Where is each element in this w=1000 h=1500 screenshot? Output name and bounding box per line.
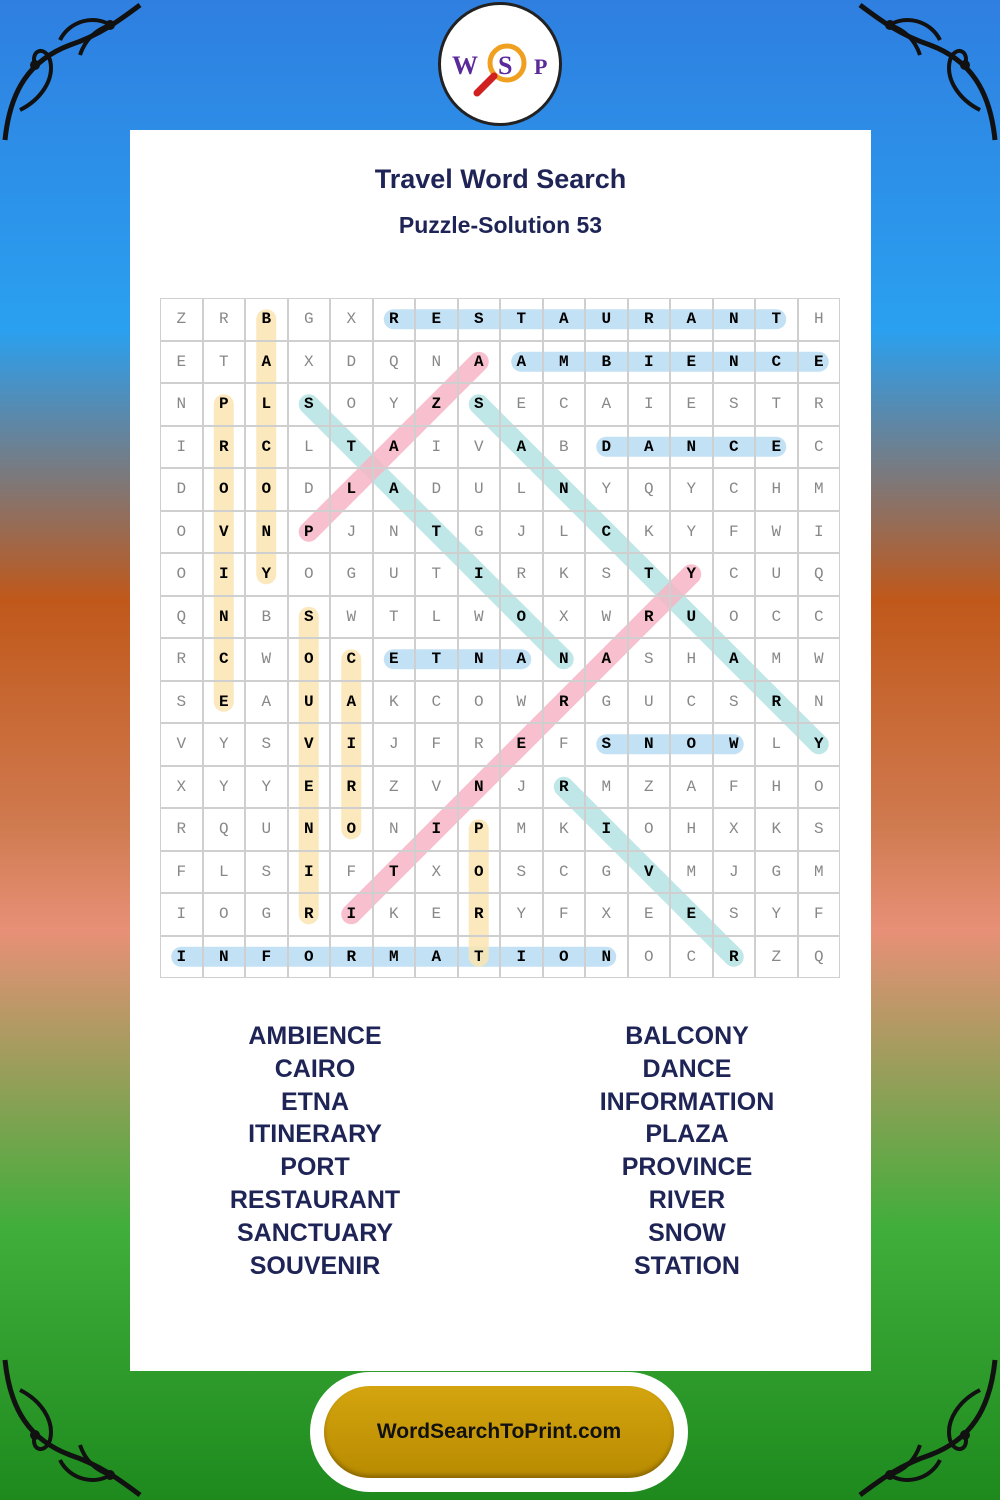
grid-cell[interactable]: R <box>330 766 373 809</box>
grid-cell[interactable]: M <box>500 808 543 851</box>
grid-cell[interactable]: N <box>245 511 288 554</box>
grid-cell[interactable]: R <box>713 936 756 979</box>
grid-cell[interactable]: W <box>798 638 841 681</box>
grid-cell[interactable]: J <box>373 723 416 766</box>
grid-cell[interactable]: C <box>670 936 713 979</box>
grid-cell[interactable]: I <box>798 511 841 554</box>
grid-cell[interactable]: D <box>160 468 203 511</box>
grid-cell[interactable]: E <box>670 893 713 936</box>
grid-cell[interactable]: C <box>203 638 246 681</box>
grid-cell[interactable]: T <box>415 553 458 596</box>
grid-cell[interactable]: A <box>330 681 373 724</box>
grid-cell[interactable]: C <box>543 851 586 894</box>
grid-cell[interactable]: I <box>415 808 458 851</box>
grid-cell[interactable]: I <box>288 851 331 894</box>
grid-cell[interactable]: E <box>670 383 713 426</box>
grid-cell[interactable]: K <box>755 808 798 851</box>
grid-cell[interactable]: O <box>160 553 203 596</box>
word-item: ETNA <box>280 1087 350 1116</box>
grid-cell[interactable]: R <box>203 426 246 469</box>
grid-cell[interactable]: O <box>330 383 373 426</box>
grid-cell[interactable]: U <box>245 808 288 851</box>
grid-cell[interactable]: N <box>798 681 841 724</box>
grid-cell[interactable]: O <box>288 638 331 681</box>
grid-cell[interactable]: V <box>203 511 246 554</box>
grid-cell[interactable]: H <box>755 766 798 809</box>
site-logo[interactable] <box>438 2 562 126</box>
grid-cell[interactable]: L <box>288 426 331 469</box>
grid-cell[interactable]: L <box>543 511 586 554</box>
grid-cell[interactable]: C <box>713 468 756 511</box>
grid-cell[interactable]: R <box>458 723 501 766</box>
grid-cell[interactable]: B <box>585 341 628 384</box>
grid-cell[interactable]: S <box>713 893 756 936</box>
grid-cell[interactable]: O <box>713 596 756 639</box>
grid-cell[interactable]: W <box>713 723 756 766</box>
grid-cell[interactable]: C <box>713 426 756 469</box>
grid-cell[interactable]: P <box>203 383 246 426</box>
grid-cell[interactable]: R <box>160 808 203 851</box>
grid-cell[interactable]: X <box>288 341 331 384</box>
grid-cell[interactable]: C <box>415 681 458 724</box>
grid-cell[interactable]: B <box>245 596 288 639</box>
grid-cell[interactable]: I <box>628 383 671 426</box>
grid-cell[interactable]: F <box>798 893 841 936</box>
grid-cell[interactable]: O <box>628 808 671 851</box>
grid-cell[interactable]: O <box>203 468 246 511</box>
grid-cell[interactable]: O <box>458 681 501 724</box>
word-item: RIVER <box>648 1185 726 1214</box>
grid-cell[interactable]: C <box>798 596 841 639</box>
grid-cell[interactable]: V <box>415 766 458 809</box>
grid-cell[interactable]: T <box>373 851 416 894</box>
word-list-right <box>502 1020 872 1282</box>
grid-cell[interactable]: T <box>755 298 798 341</box>
grid-cell[interactable]: I <box>458 553 501 596</box>
grid-cell[interactable]: U <box>628 681 671 724</box>
grid-cell[interactable]: X <box>160 766 203 809</box>
logo-letter-w: W <box>452 51 478 80</box>
grid-cell[interactable]: Z <box>755 936 798 979</box>
grid-cell[interactable]: U <box>585 298 628 341</box>
grid-cell[interactable]: V <box>458 426 501 469</box>
grid-cell[interactable]: N <box>543 638 586 681</box>
grid-cell[interactable]: O <box>543 936 586 979</box>
grid-cell[interactable]: S <box>585 723 628 766</box>
puzzle-card <box>130 130 871 1371</box>
grid-cell[interactable]: J <box>500 511 543 554</box>
grid-cell[interactable]: S <box>288 383 331 426</box>
grid-cell[interactable]: N <box>415 341 458 384</box>
grid-cell[interactable]: O <box>288 936 331 979</box>
grid-cell[interactable]: X <box>415 851 458 894</box>
grid-cell[interactable]: I <box>160 893 203 936</box>
grid-cell[interactable]: S <box>713 681 756 724</box>
grid-cell[interactable]: Q <box>203 808 246 851</box>
word-item: INFORMATION <box>599 1087 775 1116</box>
grid-cell[interactable]: N <box>585 936 628 979</box>
grid-cell[interactable]: I <box>585 808 628 851</box>
grid-cell[interactable]: Y <box>373 383 416 426</box>
word-list-left <box>130 1020 500 1282</box>
grid-cell[interactable]: W <box>755 511 798 554</box>
grid-cell[interactable]: Z <box>160 298 203 341</box>
grid-cell[interactable]: N <box>373 808 416 851</box>
grid-cell[interactable]: E <box>415 893 458 936</box>
grid-cell[interactable]: M <box>670 851 713 894</box>
grid-cell[interactable]: S <box>160 681 203 724</box>
grid-cell[interactable]: R <box>543 766 586 809</box>
grid-cell[interactable]: N <box>628 723 671 766</box>
logo-letter-s: S <box>498 51 513 80</box>
grid-cell[interactable]: O <box>798 766 841 809</box>
grid-cell[interactable]: O <box>670 723 713 766</box>
grid-cell[interactable]: P <box>458 808 501 851</box>
grid-cell[interactable]: A <box>373 468 416 511</box>
grid-cell[interactable]: W <box>330 596 373 639</box>
grid-cell[interactable]: G <box>245 893 288 936</box>
grid-cell[interactable]: E <box>500 723 543 766</box>
grid-cell[interactable]: M <box>755 638 798 681</box>
grid-cell[interactable]: K <box>628 511 671 554</box>
grid-cell[interactable]: F <box>543 723 586 766</box>
grid-cell[interactable]: R <box>203 298 246 341</box>
grid-cell[interactable]: F <box>245 936 288 979</box>
grid-cell[interactable]: F <box>543 893 586 936</box>
grid-cell[interactable]: O <box>203 893 246 936</box>
grid-cell[interactable]: C <box>755 596 798 639</box>
word-item: STATION <box>633 1251 740 1280</box>
corner-ornament-top-left-icon <box>0 0 150 150</box>
grid-cell[interactable]: N <box>203 596 246 639</box>
grid-cell[interactable]: C <box>798 426 841 469</box>
grid-cell[interactable]: K <box>543 553 586 596</box>
grid-cell[interactable]: U <box>670 596 713 639</box>
page-subtitle: Puzzle-Solution 53 <box>398 212 603 238</box>
grid-cell[interactable]: H <box>670 808 713 851</box>
grid-cell[interactable]: G <box>585 681 628 724</box>
grid-cell[interactable]: C <box>245 426 288 469</box>
word-item: SNOW <box>648 1218 726 1247</box>
grid-cell[interactable]: F <box>415 723 458 766</box>
grid-cell[interactable]: S <box>500 851 543 894</box>
grid-cell[interactable]: O <box>288 553 331 596</box>
grid-cell[interactable]: L <box>500 468 543 511</box>
grid-cell[interactable]: H <box>755 468 798 511</box>
grid-cell[interactable]: N <box>458 638 501 681</box>
word-item: BALCONY <box>625 1022 749 1050</box>
grid-cell[interactable]: X <box>543 596 586 639</box>
grid-cell[interactable]: Y <box>203 723 246 766</box>
grid-cell[interactable]: Y <box>585 468 628 511</box>
grid-cell[interactable]: J <box>500 766 543 809</box>
grid-cell[interactable]: A <box>585 638 628 681</box>
grid-cell[interactable]: O <box>330 808 373 851</box>
grid-cell[interactable]: M <box>798 468 841 511</box>
grid-cell[interactable]: A <box>500 341 543 384</box>
grid-cell[interactable]: A <box>458 341 501 384</box>
grid-cell[interactable]: E <box>755 426 798 469</box>
grid-cell[interactable]: N <box>373 511 416 554</box>
grid-cell[interactable]: N <box>713 341 756 384</box>
grid-cell[interactable]: T <box>373 596 416 639</box>
word-item: PORT <box>280 1153 350 1182</box>
word-item: DANCE <box>642 1054 732 1083</box>
grid-cell[interactable]: A <box>670 766 713 809</box>
grid-cell[interactable]: N <box>670 426 713 469</box>
grid-cell[interactable]: S <box>628 638 671 681</box>
grid-cell[interactable]: N <box>713 298 756 341</box>
grid-cell[interactable]: S <box>713 383 756 426</box>
grid-cell[interactable]: C <box>755 341 798 384</box>
grid-cell[interactable]: I <box>203 553 246 596</box>
grid-cell[interactable]: A <box>415 936 458 979</box>
grid-cell[interactable]: G <box>755 851 798 894</box>
grid-cell[interactable]: N <box>458 766 501 809</box>
grid-cell[interactable]: S <box>245 851 288 894</box>
grid-cell[interactable]: T <box>203 341 246 384</box>
grid-cell[interactable]: D <box>585 426 628 469</box>
grid-cell[interactable]: U <box>458 468 501 511</box>
grid-cell[interactable]: R <box>755 681 798 724</box>
corner-ornament-top-right-icon <box>850 0 1000 150</box>
grid-cell[interactable]: Z <box>415 383 458 426</box>
word-item: CAIRO <box>274 1054 356 1083</box>
grid-cell[interactable]: N <box>203 936 246 979</box>
grid-cell[interactable]: R <box>288 893 331 936</box>
grid-cell[interactable]: A <box>500 426 543 469</box>
grid-cell[interactable]: R <box>373 298 416 341</box>
grid-cell[interactable]: A <box>543 298 586 341</box>
word-item: ITINERARY <box>248 1120 382 1149</box>
grid-cell[interactable]: Q <box>628 468 671 511</box>
letter-grid <box>160 298 840 978</box>
grid-cell[interactable]: C <box>543 383 586 426</box>
grid-cell[interactable]: X <box>713 808 756 851</box>
grid-cell[interactable]: W <box>500 681 543 724</box>
grid-cell[interactable]: K <box>373 681 416 724</box>
grid-cell[interactable]: F <box>713 766 756 809</box>
grid-cell[interactable]: L <box>203 851 246 894</box>
grid-cell[interactable]: I <box>330 723 373 766</box>
grid-cell[interactable]: R <box>160 638 203 681</box>
grid-cell[interactable]: N <box>288 808 331 851</box>
word-item: PLAZA <box>645 1120 729 1149</box>
grid-cell[interactable]: A <box>713 638 756 681</box>
grid-cell[interactable]: U <box>755 553 798 596</box>
logo-letter-p: P <box>534 54 548 79</box>
grid-cell[interactable]: X <box>330 298 373 341</box>
word-item: SOUVENIR <box>249 1251 381 1280</box>
grid-cell[interactable]: L <box>330 468 373 511</box>
grid-cell[interactable]: P <box>288 511 331 554</box>
grid-cell[interactable]: N <box>160 383 203 426</box>
grid-cell[interactable]: R <box>628 596 671 639</box>
grid-cell[interactable]: W <box>245 638 288 681</box>
grid-cell[interactable]: E <box>373 638 416 681</box>
grid-cell[interactable]: T <box>415 638 458 681</box>
page-title: Travel Word Search <box>374 164 627 194</box>
grid-cell[interactable]: F <box>160 851 203 894</box>
grid-cell[interactable]: Y <box>500 893 543 936</box>
footer-badge <box>310 1372 688 1492</box>
grid-cell[interactable]: Z <box>628 766 671 809</box>
grid-cell[interactable]: C <box>713 553 756 596</box>
grid-cell[interactable]: G <box>288 298 331 341</box>
grid-cell[interactable]: T <box>415 511 458 554</box>
grid-cell[interactable]: S <box>245 723 288 766</box>
grid-cell[interactable]: D <box>288 468 331 511</box>
grid-cell[interactable]: I <box>160 936 203 979</box>
grid-cell[interactable]: E <box>500 383 543 426</box>
grid-cell[interactable]: Y <box>798 723 841 766</box>
grid-cell[interactable]: S <box>458 298 501 341</box>
grid-cell[interactable]: T <box>458 936 501 979</box>
grid-cell[interactable]: A <box>500 638 543 681</box>
word-item: AMBIENCE <box>248 1022 382 1050</box>
grid-cell[interactable]: K <box>543 808 586 851</box>
grid-cell[interactable]: E <box>670 341 713 384</box>
grid-cell[interactable]: V <box>160 723 203 766</box>
grid-cell[interactable]: T <box>500 298 543 341</box>
grid-cell[interactable]: L <box>415 596 458 639</box>
grid-cell[interactable]: D <box>330 341 373 384</box>
grid-cell[interactable]: G <box>330 553 373 596</box>
grid-cell[interactable]: M <box>585 766 628 809</box>
grid-cell[interactable]: S <box>798 808 841 851</box>
grid-cell[interactable]: O <box>245 468 288 511</box>
grid-cell[interactable]: Q <box>160 596 203 639</box>
grid-cell[interactable]: E <box>160 341 203 384</box>
grid-cell[interactable]: U <box>373 553 416 596</box>
grid-cell[interactable]: A <box>585 383 628 426</box>
grid-cell[interactable]: F <box>330 851 373 894</box>
grid-cell[interactable]: O <box>500 596 543 639</box>
grid-cell[interactable]: M <box>373 936 416 979</box>
word-item: PROVINCE <box>621 1153 753 1182</box>
grid-cell[interactable]: D <box>415 468 458 511</box>
grid-cell[interactable]: T <box>330 426 373 469</box>
grid-cell[interactable]: T <box>755 383 798 426</box>
grid-cell[interactable]: R <box>543 681 586 724</box>
grid-cell[interactable]: Q <box>373 341 416 384</box>
grid-cell[interactable]: I <box>500 936 543 979</box>
grid-cell[interactable]: Y <box>670 468 713 511</box>
grid-cell[interactable]: C <box>330 638 373 681</box>
grid-cell[interactable]: Y <box>203 766 246 809</box>
grid-cell[interactable]: E <box>798 341 841 384</box>
grid-cell[interactable]: R <box>458 893 501 936</box>
word-item: RESTAURANT <box>229 1185 401 1214</box>
grid-cell[interactable]: Q <box>798 553 841 596</box>
grid-cell[interactable]: A <box>245 681 288 724</box>
grid-cell[interactable]: S <box>585 553 628 596</box>
grid-cell[interactable]: H <box>798 298 841 341</box>
grid-cell[interactable]: O <box>628 936 671 979</box>
grid-cell[interactable]: S <box>458 383 501 426</box>
grid-cell[interactable]: L <box>245 383 288 426</box>
grid-cell[interactable]: E <box>415 298 458 341</box>
grid-cell[interactable]: I <box>628 341 671 384</box>
grid-cell[interactable]: Y <box>670 553 713 596</box>
grid-cell[interactable]: A <box>628 426 671 469</box>
site-link[interactable]: WordSearchToPrint.com <box>324 1386 674 1478</box>
grid-cell[interactable]: A <box>245 341 288 384</box>
grid-cell[interactable]: E <box>203 681 246 724</box>
grid-cell[interactable]: R <box>330 936 373 979</box>
grid-cell[interactable]: B <box>245 298 288 341</box>
grid-cell[interactable]: E <box>628 893 671 936</box>
grid-cell[interactable]: Y <box>245 553 288 596</box>
grid-cell[interactable]: H <box>670 638 713 681</box>
grid-cell[interactable]: R <box>500 553 543 596</box>
grid-cell[interactable]: W <box>585 596 628 639</box>
grid-cell[interactable]: I <box>330 893 373 936</box>
grid-cell[interactable]: K <box>373 893 416 936</box>
grid-cell[interactable]: U <box>288 681 331 724</box>
grid-cell[interactable]: M <box>798 851 841 894</box>
grid-cell[interactable]: J <box>713 851 756 894</box>
grid-cell[interactable]: N <box>543 468 586 511</box>
grid-cell[interactable]: G <box>458 511 501 554</box>
grid-cell[interactable]: A <box>670 298 713 341</box>
grid-cell[interactable]: Q <box>798 936 841 979</box>
grid-cell[interactable]: Y <box>670 511 713 554</box>
grid-cell[interactable]: C <box>670 681 713 724</box>
grid-cell[interactable]: L <box>755 723 798 766</box>
grid-cell[interactable]: G <box>585 851 628 894</box>
grid-cell[interactable]: A <box>373 426 416 469</box>
grid-cell[interactable]: I <box>415 426 458 469</box>
word-item: SANCTUARY <box>236 1218 394 1247</box>
grid-cell[interactable]: R <box>798 383 841 426</box>
grid-cell[interactable]: Y <box>245 766 288 809</box>
grid-cell[interactable]: V <box>628 851 671 894</box>
grid-cell[interactable]: J <box>330 511 373 554</box>
grid-cell[interactable]: Y <box>755 893 798 936</box>
grid-cell[interactable]: R <box>628 298 671 341</box>
grid-cell[interactable]: I <box>160 426 203 469</box>
grid-cell[interactable]: X <box>585 893 628 936</box>
corner-ornament-bottom-left-icon <box>0 1350 150 1500</box>
grid-cell[interactable]: T <box>628 553 671 596</box>
grid-cell[interactable]: E <box>288 766 331 809</box>
grid-cell[interactable]: O <box>458 851 501 894</box>
grid-cell[interactable]: O <box>160 511 203 554</box>
grid-cell[interactable]: C <box>585 511 628 554</box>
grid-cell[interactable]: S <box>288 596 331 639</box>
grid-cell[interactable]: W <box>458 596 501 639</box>
grid-cell[interactable]: M <box>543 341 586 384</box>
grid-cell[interactable]: V <box>288 723 331 766</box>
grid-cell[interactable]: Z <box>373 766 416 809</box>
grid-cell[interactable]: F <box>713 511 756 554</box>
grid-cell[interactable]: B <box>543 426 586 469</box>
corner-ornament-bottom-right-icon <box>850 1350 1000 1500</box>
